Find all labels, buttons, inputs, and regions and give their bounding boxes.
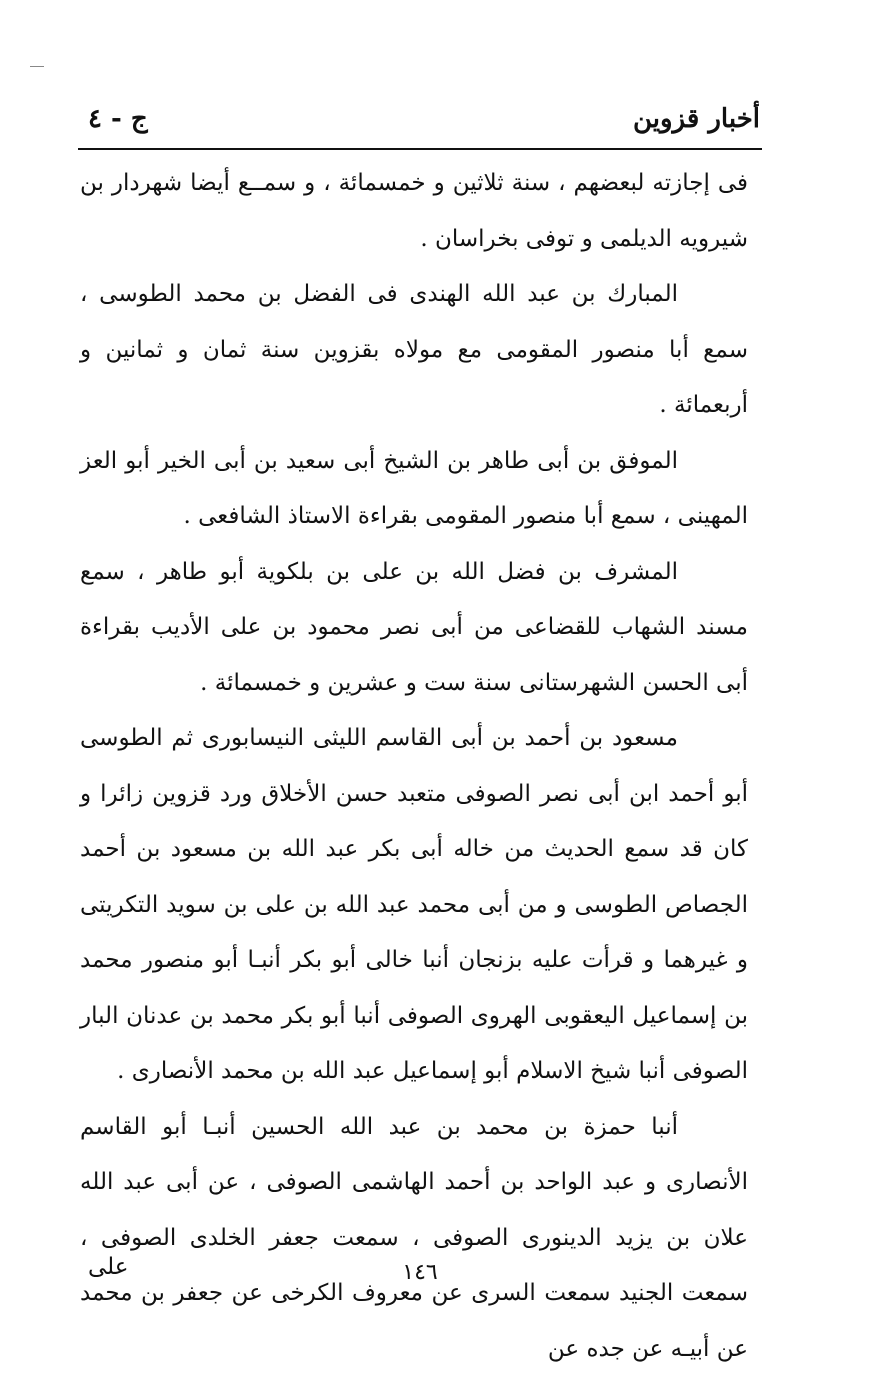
page-body	[80, 156, 748, 1377]
page-speck	[30, 66, 44, 67]
page-footer	[80, 1254, 760, 1304]
part-number: ج - ٤	[88, 104, 148, 134]
paragraph-3: الموفق بن أبى طاهر بن الشيخ أبى سعيد بن أبى الخير أبو العز المهينى ، سمع أبا منصور المقومى بقراءة الاستاذ الشافعى .	[80, 434, 748, 545]
running-header	[80, 100, 760, 144]
paragraph-6: أنبا حمزة بن محمد بن عبد الله الحسين أنبـا أبو القاسم الأنصارى و عبد الواحد بن أحمد الهاشمى الصوفى ، عن أبى عبد الله علان بن يزيد الدينورى الصوفى ، سمعت جعفر الخلدى الصوفى ، سمعت الجنيد سمعت السرى عن معروف الكرخى عن جعفر بن محمد عن أبيـه عن جده عن	[80, 1100, 748, 1377]
paragraph-2: المبارك بن عبد الله الهندى فى الفضل بن محمد الطوسى ، سمع أبا منصور المقومى مع مولاه بقزوين سنة ثمان و ثمانين و أربعمائة .	[80, 267, 748, 434]
header-rule	[78, 148, 762, 150]
paragraph-4: المشرف بن فضل الله بن على بن بلكوية أبو طاهر ، سمع مسند الشهاب للقضاعى من أبى نصر محمود بن على الأديب بقراءة أبى الحسن الشهرستانى سنة ست و عشرين و خمسمائة .	[80, 545, 748, 712]
page-number: ١٤٦	[80, 1260, 760, 1285]
paragraph-5: مسعود بن أحمد بن أبى القاسم الليثى النيسابورى ثم الطوسى أبو أحمد ابن أبى نصر الصوفى متعبد حسن الأخلاق ورد قزوين زائرا و كان قد سمع الحديث من خاله أبى بكر عبد الله بن مسعود بن أحمد الجصاص الطوسى و من أبى محمد عبد الله بن على بن سويد التكريتى و غيرهما و قرأت عليه بزنجان أنبا خالى أبو بكر أنبـا أبو منصور محمد بن إسماعيل اليعقوبى الهروى الصوفى أنبا أبو بكر محمد بن عدنان البار الصوفى أنبا شيخ الاسلام أبو إسماعيل عبد الله بن محمد الأنصارى .	[80, 711, 748, 1100]
catchword: على	[88, 1254, 129, 1280]
paragraph-1: فى إجازته لبعضهم ، سنة ثلاثين و خمسمائة ، و سمــع أيضا شهردار بن شيرويه الديلمى و توفى بخراسان .	[80, 156, 748, 267]
book-title: أخبار قزوين	[633, 104, 760, 134]
